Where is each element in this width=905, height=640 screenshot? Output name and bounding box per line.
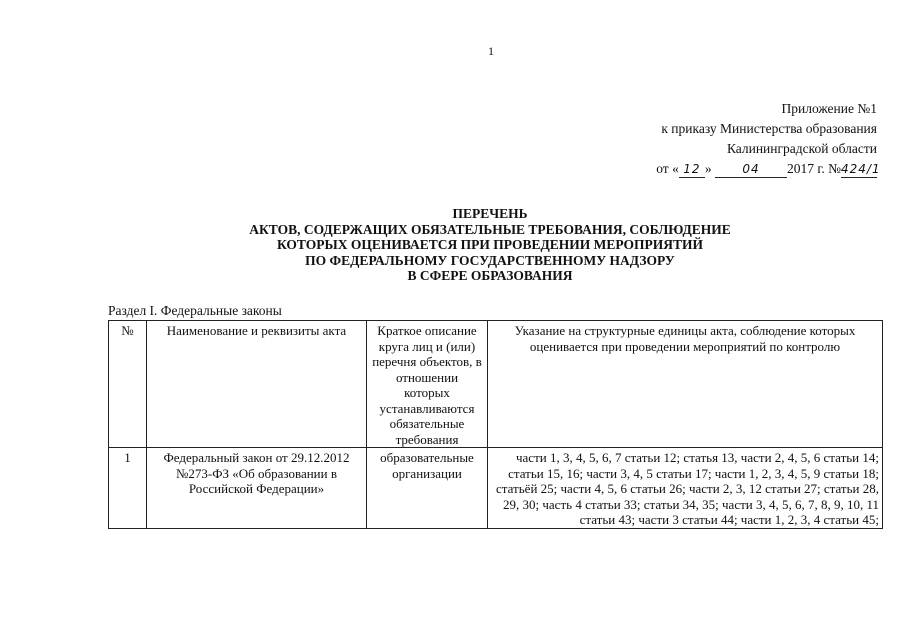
date-day-suffix: »	[704, 161, 712, 176]
table-header-row	[109, 321, 883, 448]
section-label: Раздел I. Федеральные законы	[108, 303, 282, 318]
title-line-1: ПЕРЕЧЕНЬ	[452, 206, 528, 221]
title-line-3: КОТОРЫХ ОЦЕНИВАЕТСЯ ПРИ ПРОВЕДЕНИИ МЕРОПРИЯТИЙ	[276, 237, 704, 252]
appendix-title: Приложение №1	[781, 101, 877, 116]
row-units: части 1, 3, 4, 5, 6, 7 статьи 12; статья 13, части 2, 4, 5, 6 статьи 14; статьи 15, 16; части 3, 4, 5 статьи 17; части 1, 2, 3, 4, 5, 9 статьи 18; статьёй 25; части 4, 5, 6 статьи 26; части 2, 3, 12 статьи 27; статьи 28, 29, 30; часть 4 статьи 33; статьи 34, 35; части 3, 4, 5, 6, 7, 8, 9, 10, 11 статьи 43; части 3 статьи 44; части 1, 2, 3, 4 статьи 45;	[488, 448, 883, 529]
order-number: 424/1	[841, 162, 881, 176]
appendix-region: Калининградской области	[726, 141, 877, 156]
header-name: Наименование и реквизиты акта	[147, 321, 367, 448]
title-line-4: ПО ФЕДЕРАЛЬНОМУ ГОСУДАРСТВЕННОМУ НАДЗОРУ	[305, 252, 675, 268]
date-day: 12	[679, 162, 705, 178]
header-desc: Краткое описание круга лиц и (или) перечня объектов, в отношении которых устанавливаются обязательные требования	[367, 321, 488, 448]
date-year: 2017 г. №	[786, 161, 841, 176]
acts-table	[108, 320, 883, 529]
header-units: Указание на структурные единицы акта, соблюдение которых оценивается при проведении мероприятий по контролю	[488, 321, 883, 448]
title-line-2: АКТОВ, СОДЕРЖАЩИХ ОБЯЗАТЕЛЬНЫЕ ТРЕБОВАНИЯ, СОБЛЮДЕНИЕ	[249, 221, 731, 237]
row-desc: образовательные организации	[367, 448, 488, 529]
appendix-block	[577, 99, 881, 179]
date-prefix: от «	[656, 161, 679, 176]
row-num: 1	[109, 448, 147, 529]
table-row	[109, 448, 883, 529]
document-title	[80, 206, 900, 284]
title-line-5: В СФЕРЕ ОБРАЗОВАНИЯ	[407, 268, 573, 283]
page-number: 1	[488, 44, 494, 58]
row-name: Федеральный закон от 29.12.2012 №273-ФЗ «Об образовании в Российской Федерации»	[147, 448, 367, 529]
appendix-order-ref: к приказу Министерства образования	[661, 121, 877, 136]
date-month: 04	[715, 162, 787, 178]
header-num: №	[109, 321, 147, 448]
appendix-date-line	[577, 159, 881, 179]
